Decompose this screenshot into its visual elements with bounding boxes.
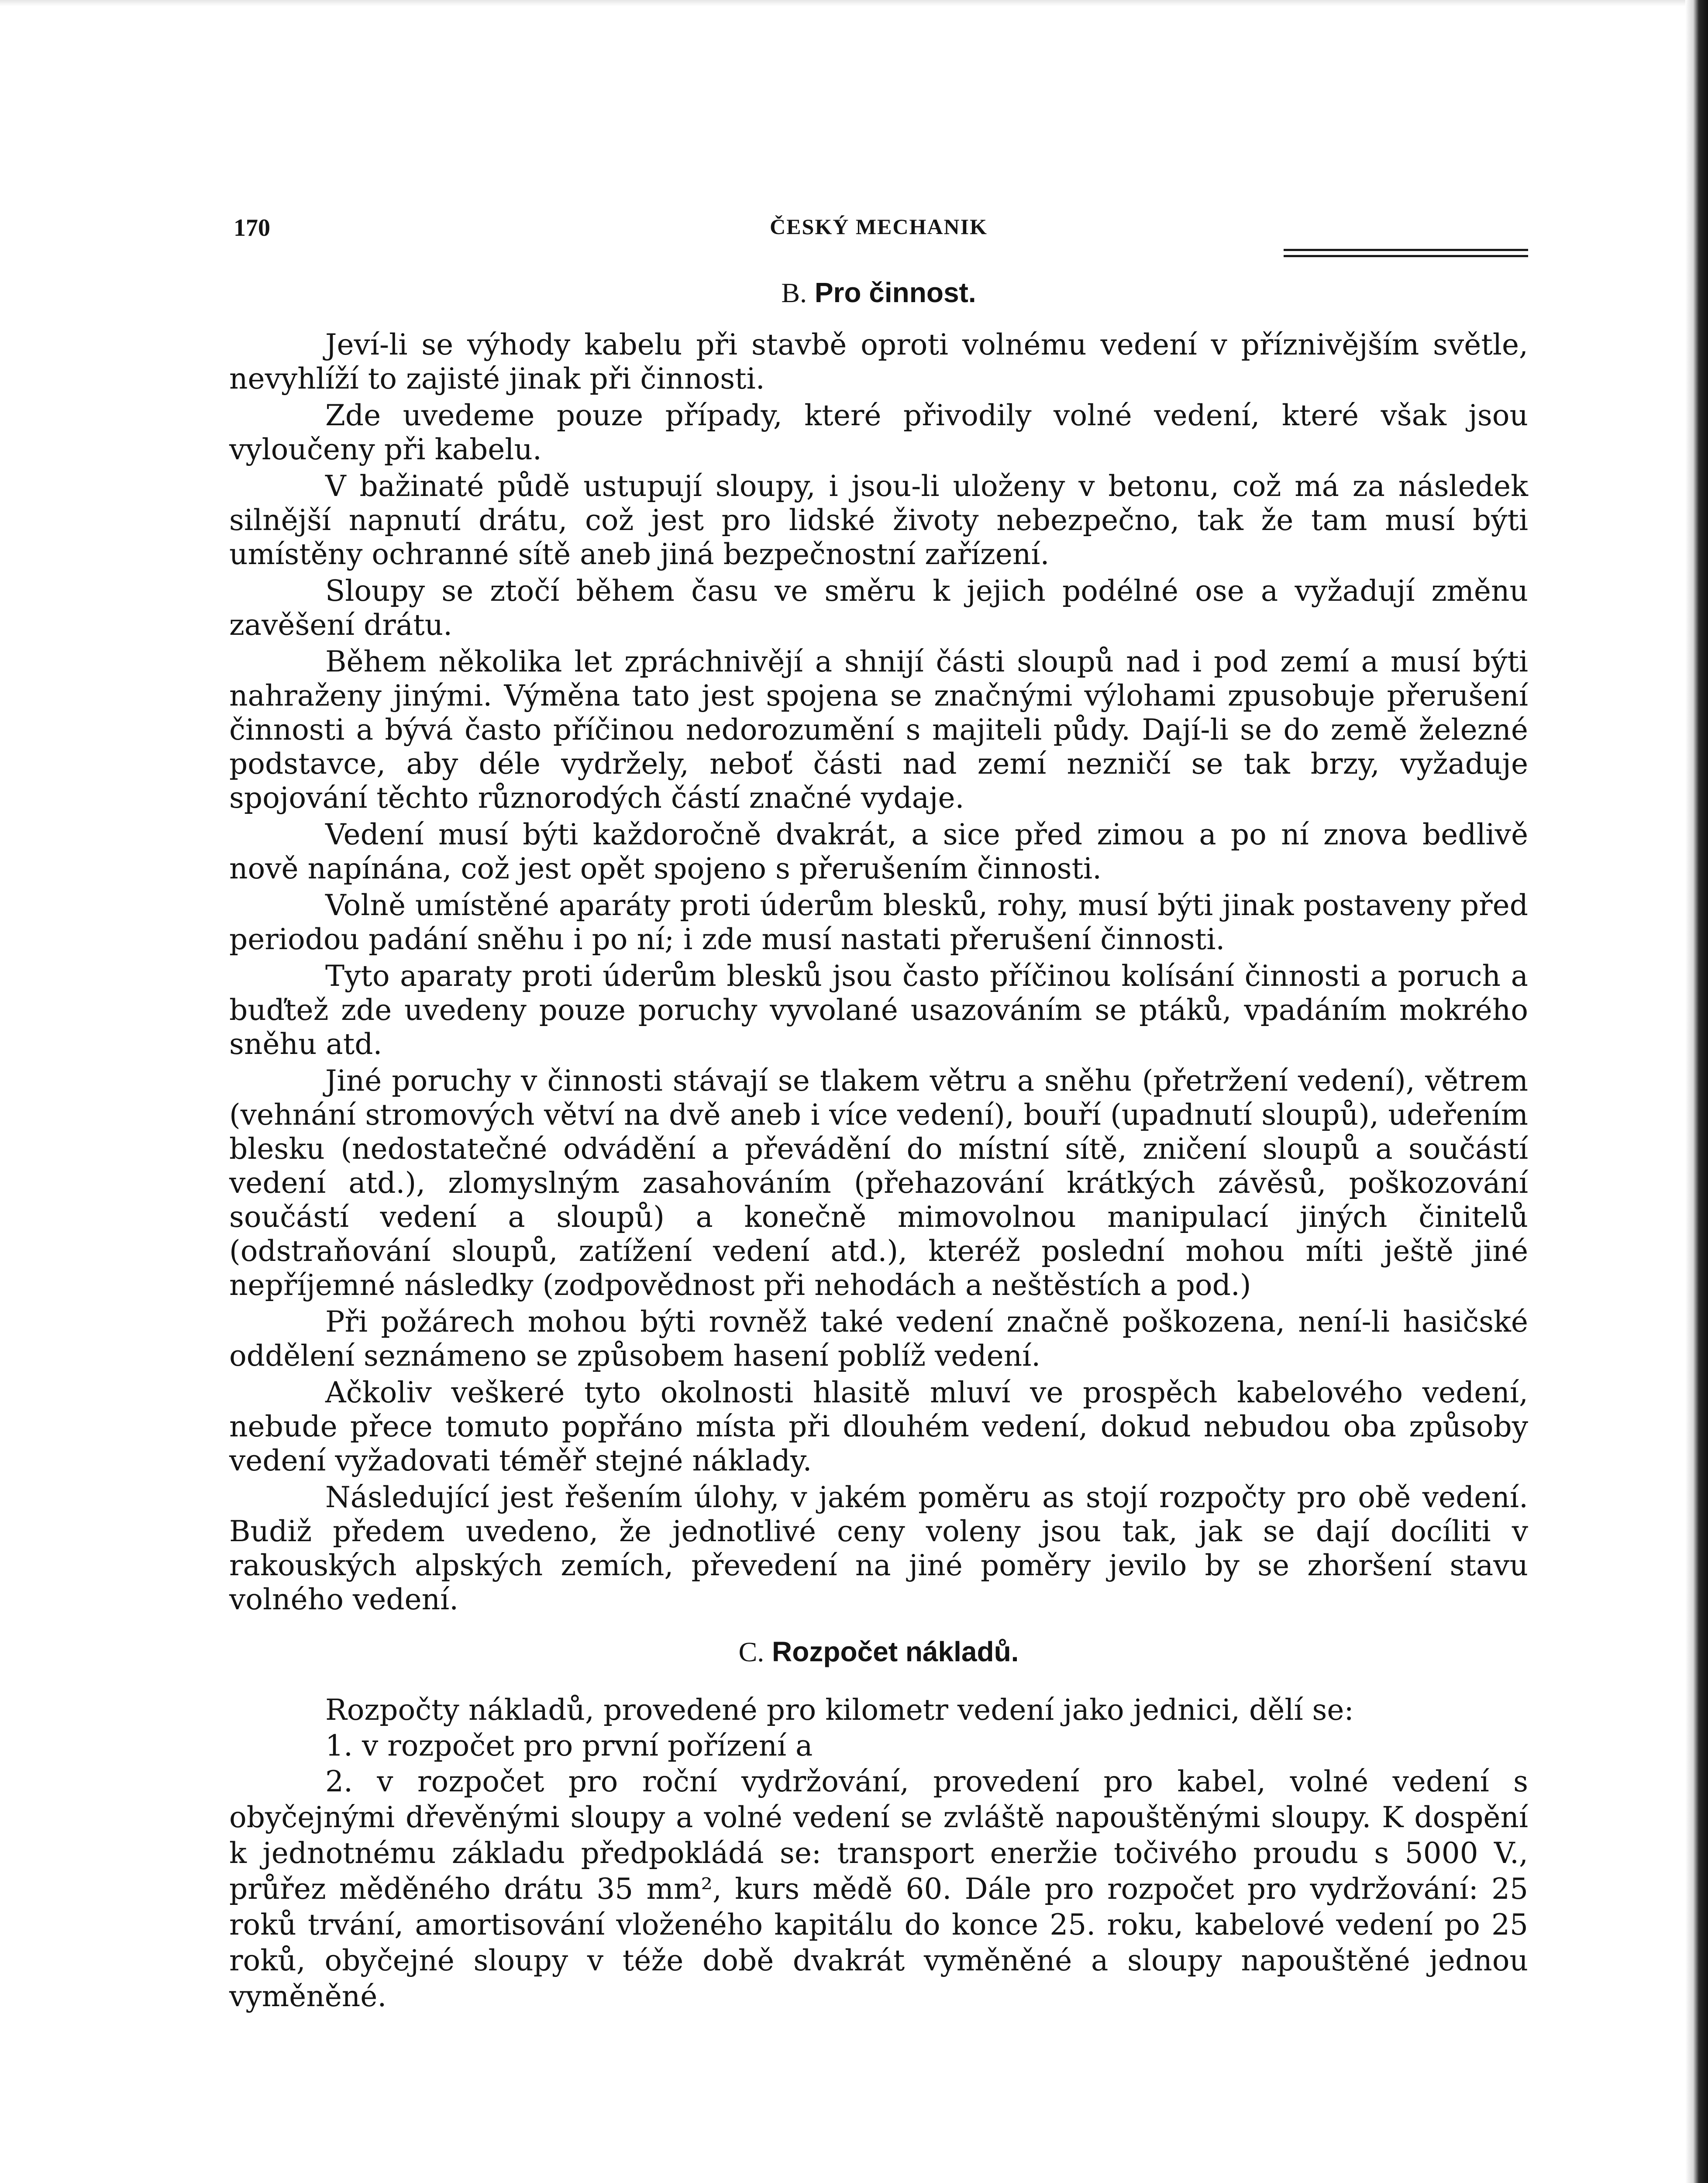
paragraph: Jiné poruchy v činnosti stávají se tlakem větru a sněhu (přetržení vedení), větrem (vehnání stromových větví na dvě aneb i více vedení), bouří (upadnutí sloupů), udeřením blesku (nedostatečné odvádění a převádění do místní sítě, zničení sloupů a součástí vedení atd.), zlomyslným zasahováním (přehazování krátkých závěsů, poškozování součástí vedení a sloupů) a konečně mimovolnou manipulací jiných činitelů (odstraňování sloupů, zatížení vedení atd.), kteréž poslední mohou míti ještě jiné nepříjemné následky (zodpovědnost při nehodách a neštěstích a pod.) — [229, 1064, 1528, 1302]
paragraph: Tyto aparaty proti úderům blesků jsou často příčinou kolísání činnosti a poruch a buďtež zde uvedeny pouze poruchy vyvolané usazováním se ptáků, vpadáním mokrého sněhu atd. — [229, 959, 1528, 1061]
paragraph: Volně umístěné aparáty proti úderům blesků, rohy, musí býti jinak postaveny před periodou padání sněhu i po ní; i zde musí nastati přerušení činnosti. — [229, 888, 1528, 956]
list-item-1: 1. v rozpočet pro první pořízení a — [325, 1729, 813, 1763]
section-b-letter: B. — [781, 277, 807, 308]
section-c-heading — [229, 1634, 1528, 1670]
section-c-intro: Rozpočty nákladů, provedené pro kilometr vedení jako jednici, dělí se: — [325, 1693, 1354, 1727]
running-title: ČESKÝ MECHANIK — [770, 214, 988, 239]
page-number: 170 — [234, 214, 270, 241]
paragraph: Vedení musí býti každoročně dvakrát, a sice před zimou a po ní znova bedlivě nově napínána, což jest opět spojeno s přerušením činnosti. — [229, 818, 1528, 885]
paragraph: Sloupy se ztočí během času ve směru k jejich podélné ose a vyžadují změnu zavěšení drátu. — [229, 574, 1528, 642]
paragraph: Jeví-li se výhody kabelu při stavbě oproti volnému vedení v příznivějším světle, nevyhlíží to zajisté jinak při činnosti. — [229, 328, 1528, 396]
paragraph: Následující jest řešením úlohy, v jakém poměru as stojí rozpočty pro obě vedení. Budiž předem uvedeno, že jednotlivé ceny voleny jsou tak, jak se dají docíliti v rakouských alpských zemích, převedení na jiné poměry jevilo by se zhoršení stavu volného vedení. — [229, 1481, 1528, 1616]
paragraph: Zde uvedeme pouze případy, které přivodily volné vedení, které však jsou vyloučeny při kabelu. — [229, 399, 1528, 466]
section-b-heading — [229, 275, 1528, 310]
section-b-title: Pro činnost. — [814, 277, 976, 308]
header-rule-top — [1284, 249, 1528, 251]
paragraph: Ačkoliv veškeré tyto okolnosti hlasitě mluví ve prospěch kabelového vedení, nebude přece tomuto popřáno místa při dlouhém vedení, dokud nebudou oba způsoby vedení vyžadovati téměř stejné náklady. — [229, 1376, 1528, 1477]
header-rule-bottom — [1284, 255, 1528, 257]
section-c-title: Rozpočet nákladů. — [772, 1636, 1019, 1667]
list-item-2: 2. v rozpočet pro roční vydržování, provedení pro kabel, volné vedení s obyčejnými dřevěnými sloupy a volné vedení se zvláště napouštěnými sloupy. K dospění k jednotnému základu předpokládá se: transport eneržie točivého proudu s 5000 V., průřez měděného drátu 35 mm², kurs mědě 60. Dále pro rozpočet pro vydržování: 25 roků trvání, amortisování vloženého kapitálu do konce 25. roku, kabelové vedení po 25 roků, obyčejné sloupy v téže době dvakrát vyměněné a sloupy napouštěné jednou vyměněné. — [229, 1765, 1528, 2013]
book-page — [229, 205, 1528, 2014]
scan-edge-right — [1685, 0, 1708, 2183]
section-c-letter: C. — [738, 1636, 764, 1667]
page-header — [229, 205, 1528, 253]
paragraph: Při požárech mohou býti rovněž také vedení značně poškozena, není-li hasičské oddělení seznámeno se způsobem hasení poblíž vedení. — [229, 1305, 1528, 1373]
scan-shadow-top — [0, 0, 1685, 6]
paragraph: Během několika let zpráchnivějí a shnijí části sloupů nad i pod zemí a musí býti nahraženy jinými. Výměna tato jest spojena se značnými výlohami zpusobuje přerušení činnosti a bývá často příčinou nedorozumění s majiteli půdy. Dají-li se do země železné podstavce, aby déle vydržely, neboť části nad zemí nezničí se tak brzy, vyžaduje spojování těchto různorodých částí značné vydaje. — [229, 645, 1528, 815]
paragraph: V bažinaté půdě ustupují sloupy, i jsou-li uloženy v betonu, což má za následek silnější napnutí drátu, což jest pro lidské životy nebezpečno, tak že tam musí býti umístěny ochranné sítě aneb jiná bezpečnostní zařízení. — [229, 469, 1528, 571]
